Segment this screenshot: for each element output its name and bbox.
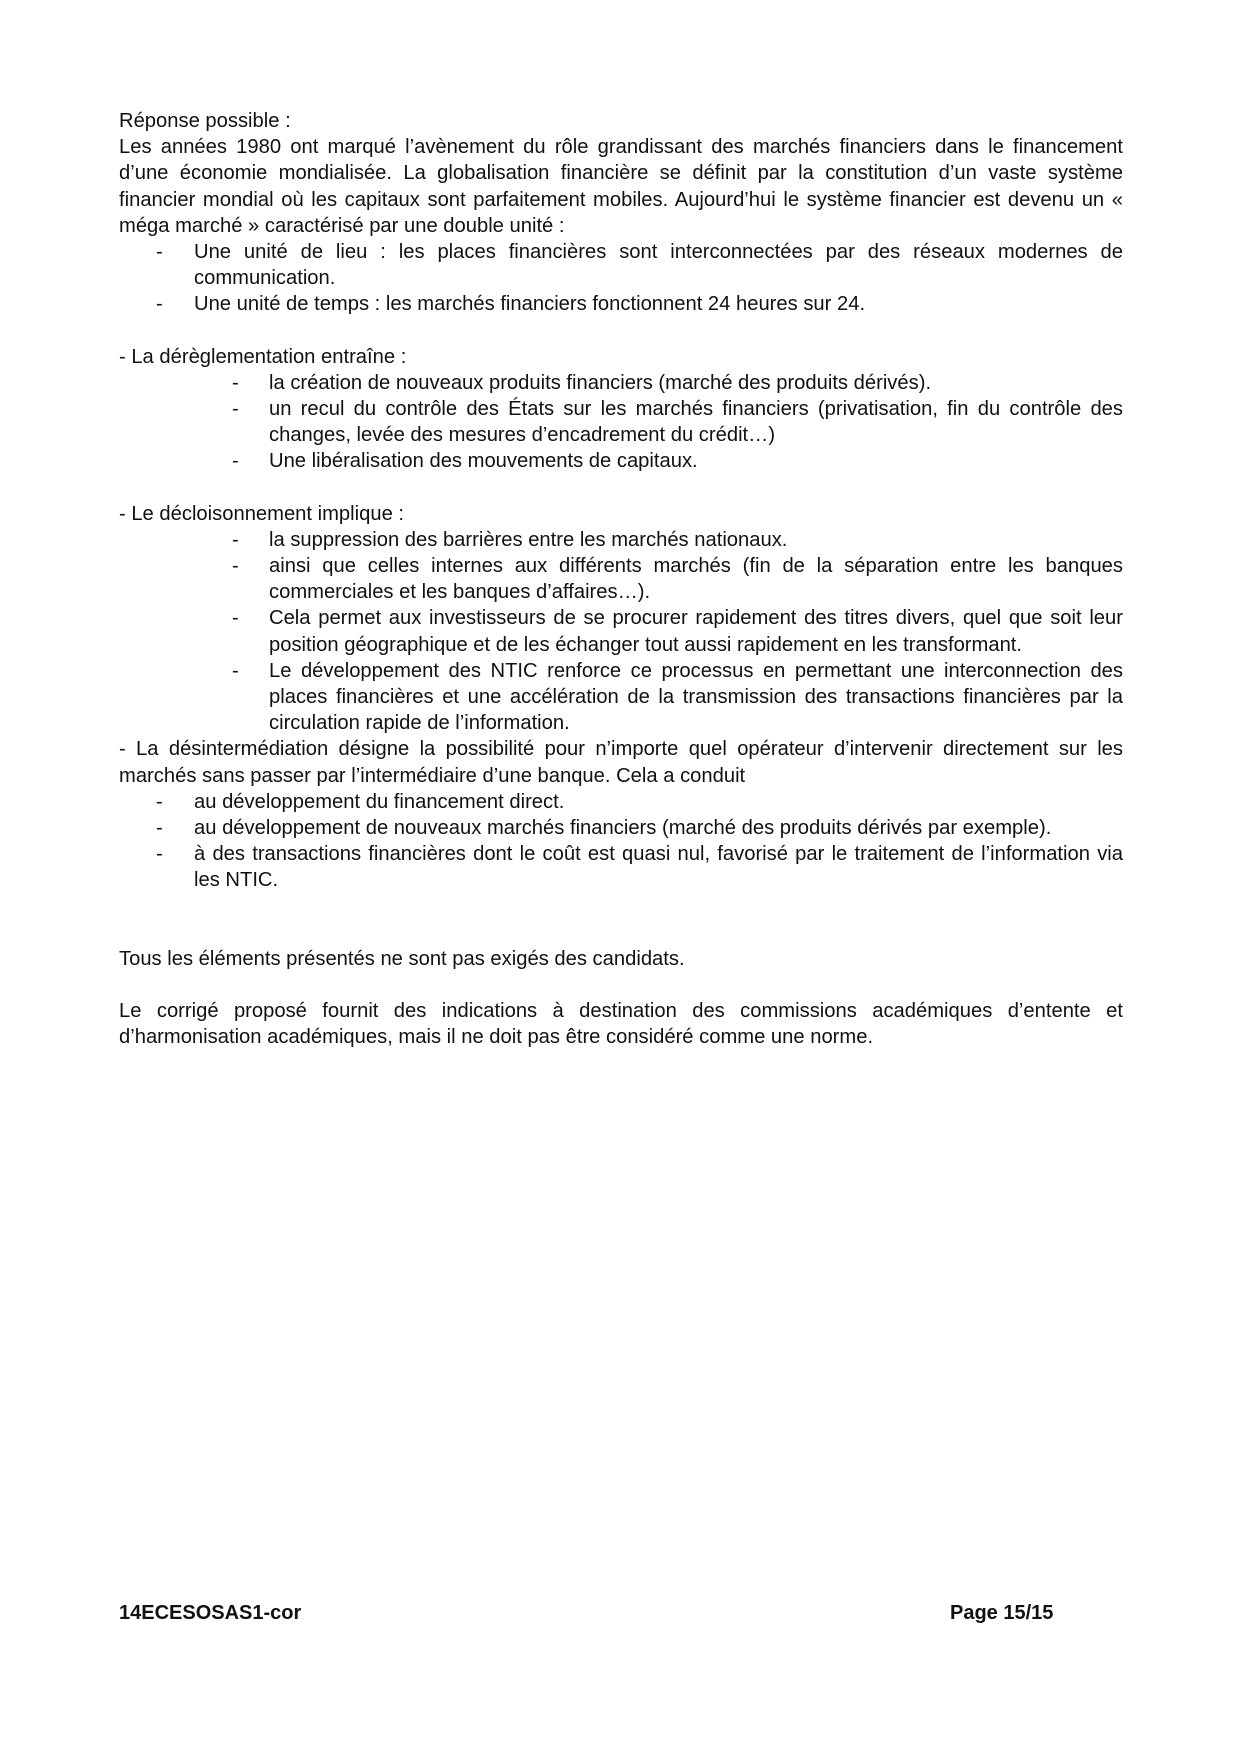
dash-marker: - (232, 528, 239, 551)
decloisonnement-heading: - Le décloisonnement implique : (119, 502, 405, 525)
desintermediation-bullet-list (119, 789, 1123, 894)
list-item: - ainsi que celles internes aux différents marchés (fin de la séparation entre les banques commerciales et les banques d’affaires…). (232, 555, 1123, 604)
footer-document-code: 14ECESOSAS1-cor (119, 1602, 302, 1624)
intro-bullet-list (119, 239, 1123, 318)
list-item: - Cela permet aux investisseurs de se procurer rapidement des titres divers, quel que soit leur position géographique et de les échanger tout aussi rapidement en les transformant. (232, 607, 1123, 656)
list-item: - la création de nouveaux produits financiers (marché des produits dérivés). (119, 370, 1123, 396)
list-item: - au développement du financement direct. (119, 789, 1123, 815)
dash-marker: - (232, 398, 239, 421)
list-item: - Une unité de temps : les marchés financiers fonctionnent 24 heures sur 24. (119, 291, 1123, 317)
requirements-note: Tous les éléments présentés ne sont pas exigés des candidats. (119, 947, 685, 970)
dash-marker: - (232, 555, 239, 578)
dash-marker: - (156, 241, 163, 264)
list-item: - à des transactions financières dont le coût est quasi nul, favorisé par le traitement de l’information via les NTIC. (156, 843, 1123, 892)
intro-paragraph: Les années 1980 ont marqué l’avènement du rôle grandissant des marchés financiers dans le financement d’une économie mondialisée. La globalisation financière se définit par la constitution d’un vaste système financier mondial où les capitaux sont parfaitement mobiles. Aujourd’hui le système financier est devenu un « méga marché » caractérisé par une double unité : (119, 136, 1123, 237)
footer-page-number: Page 15/15 (950, 1602, 1054, 1624)
dash-marker: - (232, 659, 239, 682)
list-item: - au développement de nouveaux marchés financiers (marché des produits dérivés par exemple). (119, 815, 1123, 841)
list-item: - la suppression des barrières entre les marchés nationaux. (119, 527, 1123, 553)
dereglementation-bullet-list (119, 370, 1123, 475)
disclaimer-note: Le corrigé proposé fournit des indications à destination des commissions académiques d’entente et d’harmonisation académiques, mais il ne doit pas être considéré comme une norme. (119, 999, 1123, 1049)
desintermediation-paragraph: - La désintermédiation désigne la possibilité pour n’importe quel opérateur d’intervenir directement sur les marchés sans passer par l’intermédiaire d’une banque. Cela a conduit (119, 738, 1123, 787)
list-item: - un recul du contrôle des États sur les marchés financiers (privatisation, fin du contrôle des changes, levée des mesures d’encadrement du crédit…) (232, 398, 1123, 447)
document-body (119, 108, 1123, 1050)
dash-marker: - (156, 790, 163, 813)
dash-marker: - (232, 450, 239, 473)
dash-marker: - (156, 293, 163, 316)
dash-marker: - (156, 817, 163, 840)
dash-marker: - (232, 607, 239, 630)
list-item: - Une libéralisation des mouvements de capitaux. (119, 448, 1123, 474)
list-item: - Le développement des NTIC renforce ce processus en permettant une interconnection des places financières et une accélération de la transmission des transactions financières par la circulation rapide de l’information. (232, 659, 1123, 735)
response-heading: Réponse possible : (119, 110, 291, 132)
dereglementation-heading: - La dérèglementation entraîne : (119, 345, 407, 368)
decloisonnement-bullet-list (119, 527, 1123, 737)
dash-marker: - (232, 371, 239, 394)
list-item: - Une unité de lieu : les places financières sont interconnectées par des réseaux modernes de communication. (156, 241, 1123, 290)
dash-marker: - (156, 843, 163, 866)
